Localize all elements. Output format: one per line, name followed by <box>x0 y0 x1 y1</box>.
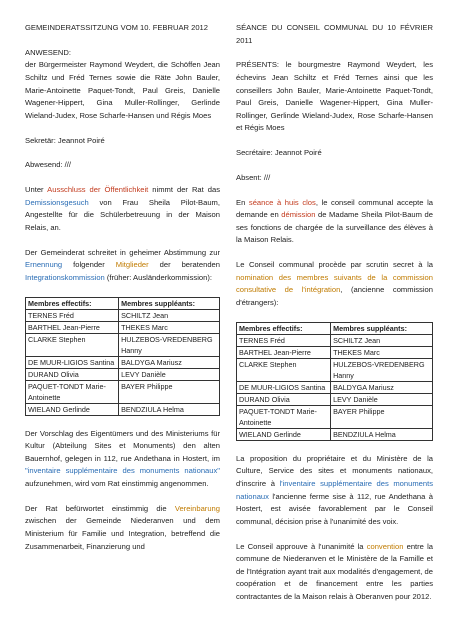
german-monument-paragraph <box>25 428 220 491</box>
french-members-table <box>236 322 433 441</box>
french-resignation-paragraph <box>236 197 433 247</box>
table-header-row <box>26 297 220 309</box>
table-header-cell: Membres suppléants: <box>331 322 433 334</box>
table-row <box>237 358 433 381</box>
german-absent: Abwesend: /// <box>25 160 72 170</box>
effective-member-cell: BARTHEL Jean-Pierre <box>26 321 119 333</box>
effective-member-cell: WIELAND Gerlinde <box>26 403 119 415</box>
highlight-integration-commission: Integrationskommission <box>25 272 105 282</box>
effective-member-cell: DURAND Olivia <box>26 368 119 380</box>
table-row <box>26 321 220 333</box>
substitute-member-cell: BALDYGA Mariusz <box>119 356 220 368</box>
text-run: En <box>236 197 249 207</box>
effective-member-cell: PAQUET-TONDT Marie-Antoinette <box>26 380 119 403</box>
table-header-row <box>237 322 433 334</box>
french-column <box>236 22 433 616</box>
substitute-member-cell: HULZEBOS-VREDENBERG Hanny <box>119 333 220 356</box>
highlight-inventory: "inventaire supplémentaire des monuments nationaux" <box>25 466 220 476</box>
text-run: (früher: Ausländerkommission): <box>104 272 212 282</box>
effective-member-cell: DE MUUR-LIGIOS Santina <box>26 356 119 368</box>
table-header-cell: Membres suppléants: <box>119 297 220 309</box>
text-run: , (ancienne commission d'étrangers): <box>236 285 433 308</box>
substitute-member-cell: BENDZIULA Helma <box>331 428 433 440</box>
highlight-resignation: Demissionsgesuch <box>25 197 89 207</box>
french-agreement-paragraph <box>236 541 433 604</box>
substitute-member-cell: BAYER Philippe <box>331 405 433 428</box>
french-attendance-text: PRÉSENTS: le bourgmestre Raymond Weydert, les échevins Jean Schiltz et Fréd Ternes ainsi que les conseillers John Bauler, Marie-Antoinette Paquet-Tondt, Paul Greis, Danielle Wagener-Hippert, Gina Muller-Rollinger, Gerlinde Wieland-Judex, Rose Scharfe-Hansen et Régis Moes <box>236 60 433 133</box>
effective-member-cell: TERNES Fréd <box>26 309 119 321</box>
highlight-inventory: l'inventaire supplémentaire des monuments nationaux <box>236 479 434 501</box>
text-run: zwischen der Gemeinde Niederanven und dem Ministerium für Familie und Integration, betreffend die Zusammenarbeit, Finanzierung und <box>25 516 220 551</box>
substitute-member-cell: LEVY Danièle <box>331 393 433 405</box>
substitute-member-cell: BENDZIULA Helma <box>119 403 220 415</box>
effective-member-cell: WIELAND Gerlinde <box>237 428 331 440</box>
text-run: folgender <box>62 260 116 270</box>
text-run: Le Conseil approuve à l'unanimité la <box>236 541 367 551</box>
text-run: nimmt der Rat das <box>148 185 220 195</box>
text-run: La proposition du propriétaire et du Ministère de la Culture, Service des sites et monuments nationaux, d'inscrire à <box>236 453 433 488</box>
substitute-member-cell: BALDYGA Mariusz <box>331 381 433 393</box>
table-header-cell: Membres effectifs: <box>26 297 119 309</box>
french-appointment-paragraph <box>236 259 433 309</box>
effective-member-cell: CLARKE Stephen <box>26 333 119 356</box>
german-members-table <box>25 297 220 416</box>
text-run: de Madame Sheila Pilot-Baum de ses fonctions de chargée de la surveillance des élèves à la Maison Relais. <box>236 210 433 245</box>
text-run: , le conseil communal accepte la demande en <box>236 197 433 220</box>
effective-member-cell: BARTHEL Jean-Pierre <box>237 346 331 358</box>
effective-member-cell: DURAND Olivia <box>237 393 331 405</box>
table-row <box>26 403 220 415</box>
highlight-convention: convention <box>366 541 404 551</box>
substitute-member-cell: SCHILTZ Jean <box>119 309 220 321</box>
german-resignation-paragraph <box>25 184 220 234</box>
german-attendance-label: ANWESEND: <box>25 47 71 57</box>
german-column <box>25 22 220 565</box>
highlight-agreement: Vereinbarung <box>174 503 220 513</box>
table-row <box>237 405 433 428</box>
substitute-member-cell: BAYER Philippe <box>119 380 220 403</box>
french-monument-paragraph <box>236 453 433 529</box>
highlight-resignation: démission <box>281 210 316 220</box>
table-row <box>26 368 220 380</box>
text-run: von Frau Sheila Pilot-Baum, Angestellte für die Schülerbetreuung in der Maison Relais, an. <box>25 197 220 232</box>
table-header-cell: Membres effectifs: <box>237 322 331 334</box>
highlight-closed-session: séance à huis clos <box>248 197 316 207</box>
table-row <box>237 346 433 358</box>
effective-member-cell: TERNES Fréd <box>237 334 331 346</box>
text-run: Le Conseil communal procède par scrutin secret à la <box>236 260 433 270</box>
effective-member-cell: PAQUET-TONDT Marie-Antoinette <box>237 405 331 428</box>
text-run: der beratenden <box>148 260 221 270</box>
german-appointment-paragraph <box>25 247 220 285</box>
text-run: Der Rat befürwortet einstimmig die <box>25 503 175 513</box>
table-row <box>26 333 220 356</box>
german-title: GEMEINDERATSSITZUNG VOM 10. FEBRUAR 2012 <box>25 23 208 32</box>
substitute-member-cell: SCHILTZ Jean <box>331 334 433 346</box>
german-attendance <box>25 47 220 60</box>
highlight-appointment: Ernennung <box>25 260 63 270</box>
german-attendance-text: der Bürgermeister Raymond Weydert, die Schöffen Jean Schiltz und Fréd Ternes sowie die Räte John Bauler, Marie-Antoinette Paquet-Tondt, Paul Greis, Danielle Wagener-Hippert, Gina Muller-Rollinger, Gerlinde Wieland-Judex, Rose Scharfe-Hansen und Régis Moes <box>25 60 220 120</box>
highlight-nomination: nomination des membres suivants de la commission consultative de l'intégration <box>236 272 433 295</box>
highlight-closed-session: Ausschluss der Öffentlichkeit <box>47 185 149 195</box>
table-row <box>237 428 433 440</box>
substitute-member-cell: THEKES Marc <box>119 321 220 333</box>
highlight-members: Mitglieder <box>115 260 149 270</box>
table-row <box>237 334 433 346</box>
substitute-member-cell: HULZEBOS-VREDENBERG Hanny <box>331 358 433 381</box>
text-run: Der Vorschlag des Eigentümers und des Ministeriums für Kultur (Abteilung Sites et Monuments) den alten Bauernhof, gelegen in 112, rue Andethana in Hostert, im <box>25 428 220 463</box>
substitute-member-cell: THEKES Marc <box>331 346 433 358</box>
text-run: entre la commune de Niederanven et le Ministère de la Famille et de l'Intégration ayant trait aux modalités d'engagement, de coopération et de financement entre les parties contractantes de la Maison relais à Oberanven pour 2012. <box>236 541 433 601</box>
german-agreement-paragraph <box>25 503 220 553</box>
french-absent: Absent: /// <box>236 172 271 182</box>
effective-member-cell: CLARKE Stephen <box>237 358 331 381</box>
text-run: Der Gemeinderat schreitet in geheimer Abstimmung zur <box>25 247 220 257</box>
table-row <box>237 381 433 393</box>
table-row <box>26 380 220 403</box>
text-run: Unter <box>25 185 48 195</box>
table-row <box>26 356 220 368</box>
text-run: l'ancienne ferme sise à 112, rue Andethana à Hostert, est avisée favorablement par le Conseil communal, décision prise à l'unanimité des voix. <box>236 491 433 526</box>
effective-member-cell: DE MUUR-LIGIOS Santina <box>237 381 331 393</box>
table-row <box>26 309 220 321</box>
text-run: aufzunehmen, wird vom Rat einstimmig angenommen. <box>25 479 209 488</box>
french-secretary: Secrétaire: Jeannot Poiré <box>236 148 322 158</box>
substitute-member-cell: LEVY Danièle <box>119 368 220 380</box>
table-row <box>237 393 433 405</box>
german-secretary: Sekretär: Jeannot Poiré <box>25 135 105 145</box>
french-title: SÉANCE DU CONSEIL COMMUNAL DU 10 FÉVRIER 2011 <box>236 23 433 45</box>
